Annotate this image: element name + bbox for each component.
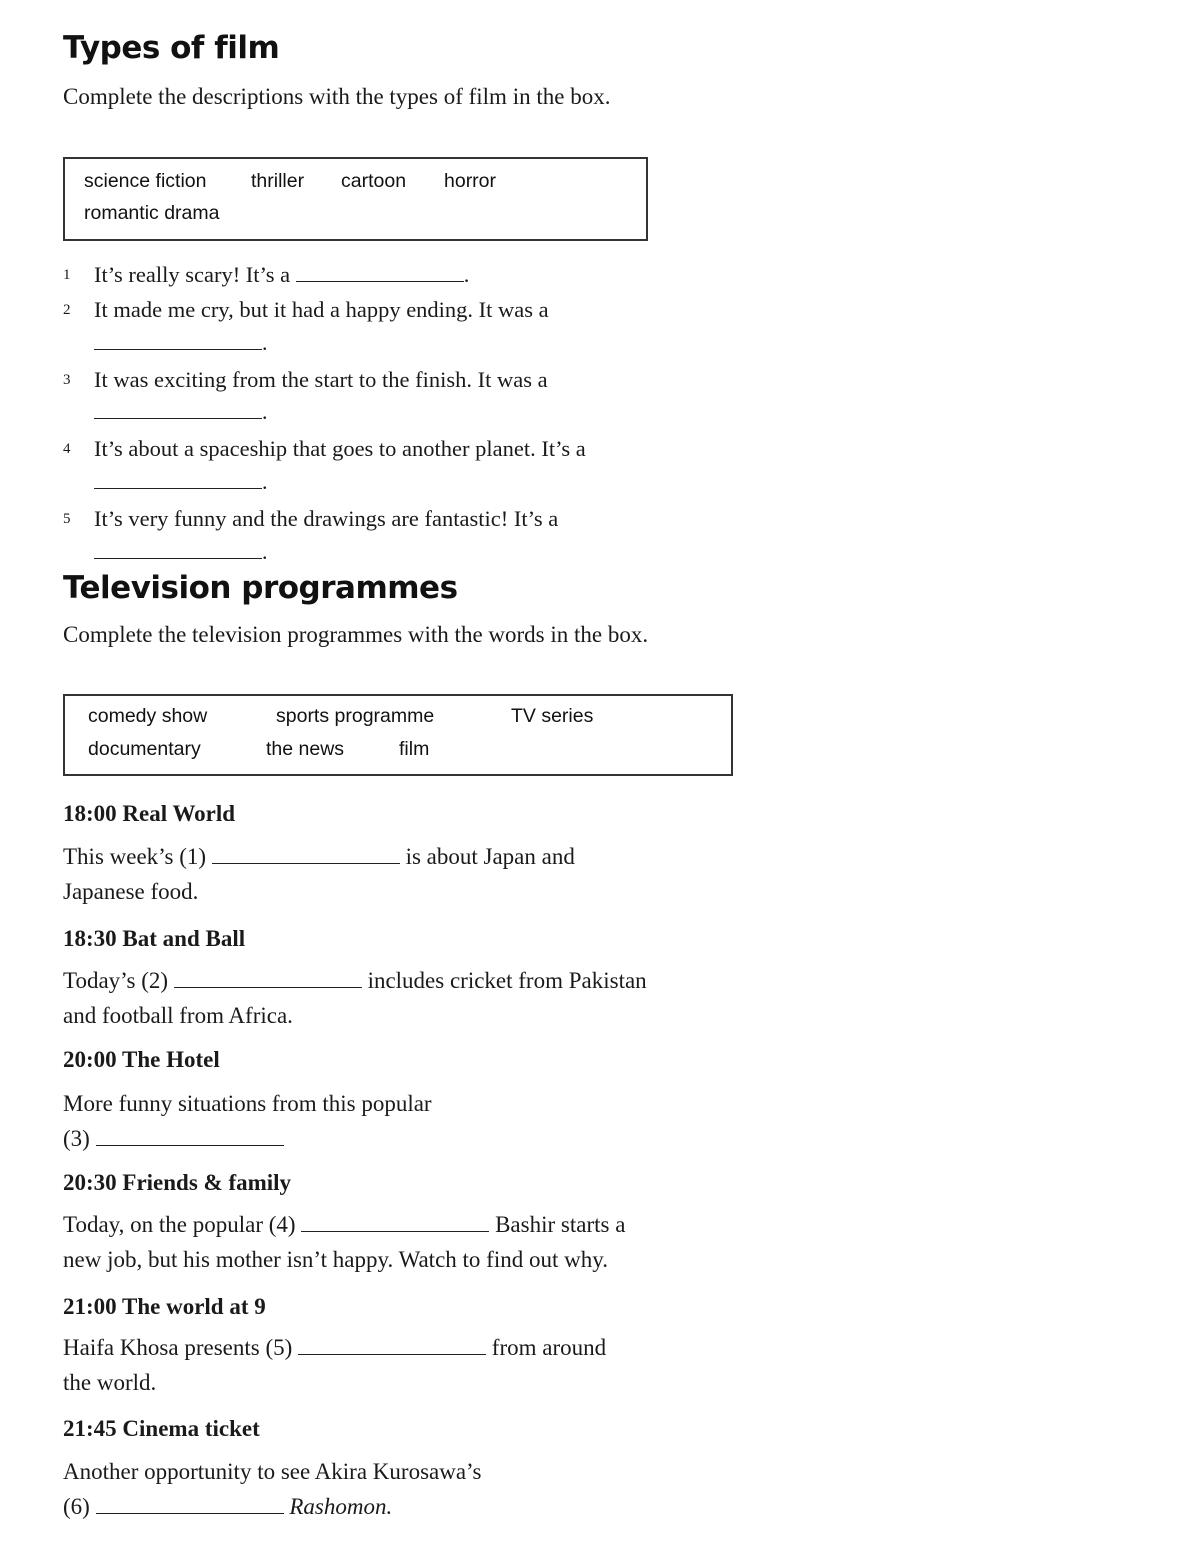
programme-description — [63, 1454, 743, 1524]
word-box-item: documentary — [88, 738, 201, 760]
programme-title: 21:45 Cinema ticket — [63, 1416, 260, 1441]
programme-title: 18:30 Bat and Ball — [63, 926, 246, 951]
text-before-blank: Today’s (2) — [63, 968, 169, 993]
programme-description — [63, 1086, 743, 1156]
answer-blank[interactable] — [298, 1353, 486, 1355]
text-before-blank: Today, on the popular (4) — [63, 1212, 296, 1237]
section-title-types-of-film: Types of film — [63, 30, 280, 66]
question-text: It’s very funny and the drawings are fantastic! It’s a — [94, 506, 559, 531]
answer-line: . — [94, 539, 268, 565]
answer-line: . — [94, 330, 268, 356]
question-number: 1 — [63, 267, 71, 283]
answer-blank[interactable] — [301, 1230, 489, 1232]
answer-blank[interactable] — [212, 862, 400, 864]
text-after-blank: is about Japan and — [405, 844, 575, 869]
word-box-item: science fiction — [84, 170, 207, 192]
programme-title: 20:00 The Hotel — [63, 1047, 220, 1072]
word-box-item: the news — [266, 738, 345, 760]
answer-blank[interactable] — [94, 557, 262, 559]
programme-title: 18:00 Real World — [63, 801, 236, 826]
film-title-text: Rashomon. — [289, 1494, 393, 1519]
word-box-item: TV series — [511, 705, 594, 727]
answer-blank[interactable] — [94, 348, 262, 350]
text-after-blank: includes cricket from Pakistan — [367, 968, 647, 993]
word-box-item: horror — [444, 170, 497, 192]
answer-blank[interactable] — [94, 417, 262, 419]
word-box-item: comedy show — [88, 705, 208, 727]
word-box-item: cartoon — [341, 170, 407, 192]
section-instruction: Complete the television programmes with the words in the box. — [63, 622, 649, 647]
text-line: the world. — [63, 1370, 157, 1395]
programme-description — [63, 963, 743, 1033]
question-text: It was exciting from the start to the finish. It was a — [94, 367, 548, 392]
text-before-blank: (6) — [63, 1494, 90, 1519]
text-after-blank: from around — [491, 1335, 607, 1360]
answer-blank[interactable] — [174, 986, 362, 988]
text-before-blank: This week’s (1) — [63, 844, 207, 869]
programme-title: 21:00 The world at 9 — [63, 1294, 266, 1319]
section-title-television-programmes: Television programmes — [63, 570, 458, 606]
question-text: It made me cry, but it had a happy ending. It was a — [94, 297, 549, 322]
question-text: It’s really scary! It’s a — [94, 262, 291, 287]
word-box-item: romantic drama — [84, 202, 220, 224]
text-after-blank: Bashir starts a — [495, 1212, 626, 1237]
answer-line: . — [94, 469, 268, 495]
word-box-item: thriller — [251, 170, 305, 192]
question-number: 4 — [63, 441, 71, 457]
answer-blank[interactable] — [296, 280, 464, 282]
text-line: Japanese food. — [63, 879, 199, 904]
programme-description — [63, 1207, 743, 1277]
answer-blank[interactable] — [96, 1144, 284, 1146]
text-before-blank: Haifa Khosa presents (5) — [63, 1335, 293, 1360]
question-text: It’s about a spaceship that goes to another planet. It’s a — [94, 436, 586, 461]
word-box — [63, 157, 648, 241]
question-number: 5 — [63, 511, 71, 527]
word-box-item: film — [399, 738, 430, 760]
answer-line: . — [94, 399, 268, 425]
text-line: More funny situations from this popular — [63, 1091, 432, 1116]
section-instruction: Complete the descriptions with the types of film in the box. — [63, 84, 611, 109]
text-before-blank: (3) — [63, 1126, 90, 1151]
programme-description — [63, 839, 743, 909]
programme-description — [63, 1330, 743, 1400]
text-line: new job, but his mother isn’t happy. Watch to find out why. — [63, 1247, 608, 1272]
text-line: and football from Africa. — [63, 1003, 293, 1028]
answer-blank[interactable] — [96, 1512, 284, 1514]
answer-blank[interactable] — [94, 487, 262, 489]
word-box-item: sports programme — [276, 705, 435, 727]
question-number: 3 — [63, 372, 71, 388]
text-line: Another opportunity to see Akira Kurosawa’s — [63, 1459, 482, 1484]
programme-title: 20:30 Friends & family — [63, 1170, 292, 1195]
question-number: 2 — [63, 302, 71, 318]
word-box — [63, 694, 733, 776]
